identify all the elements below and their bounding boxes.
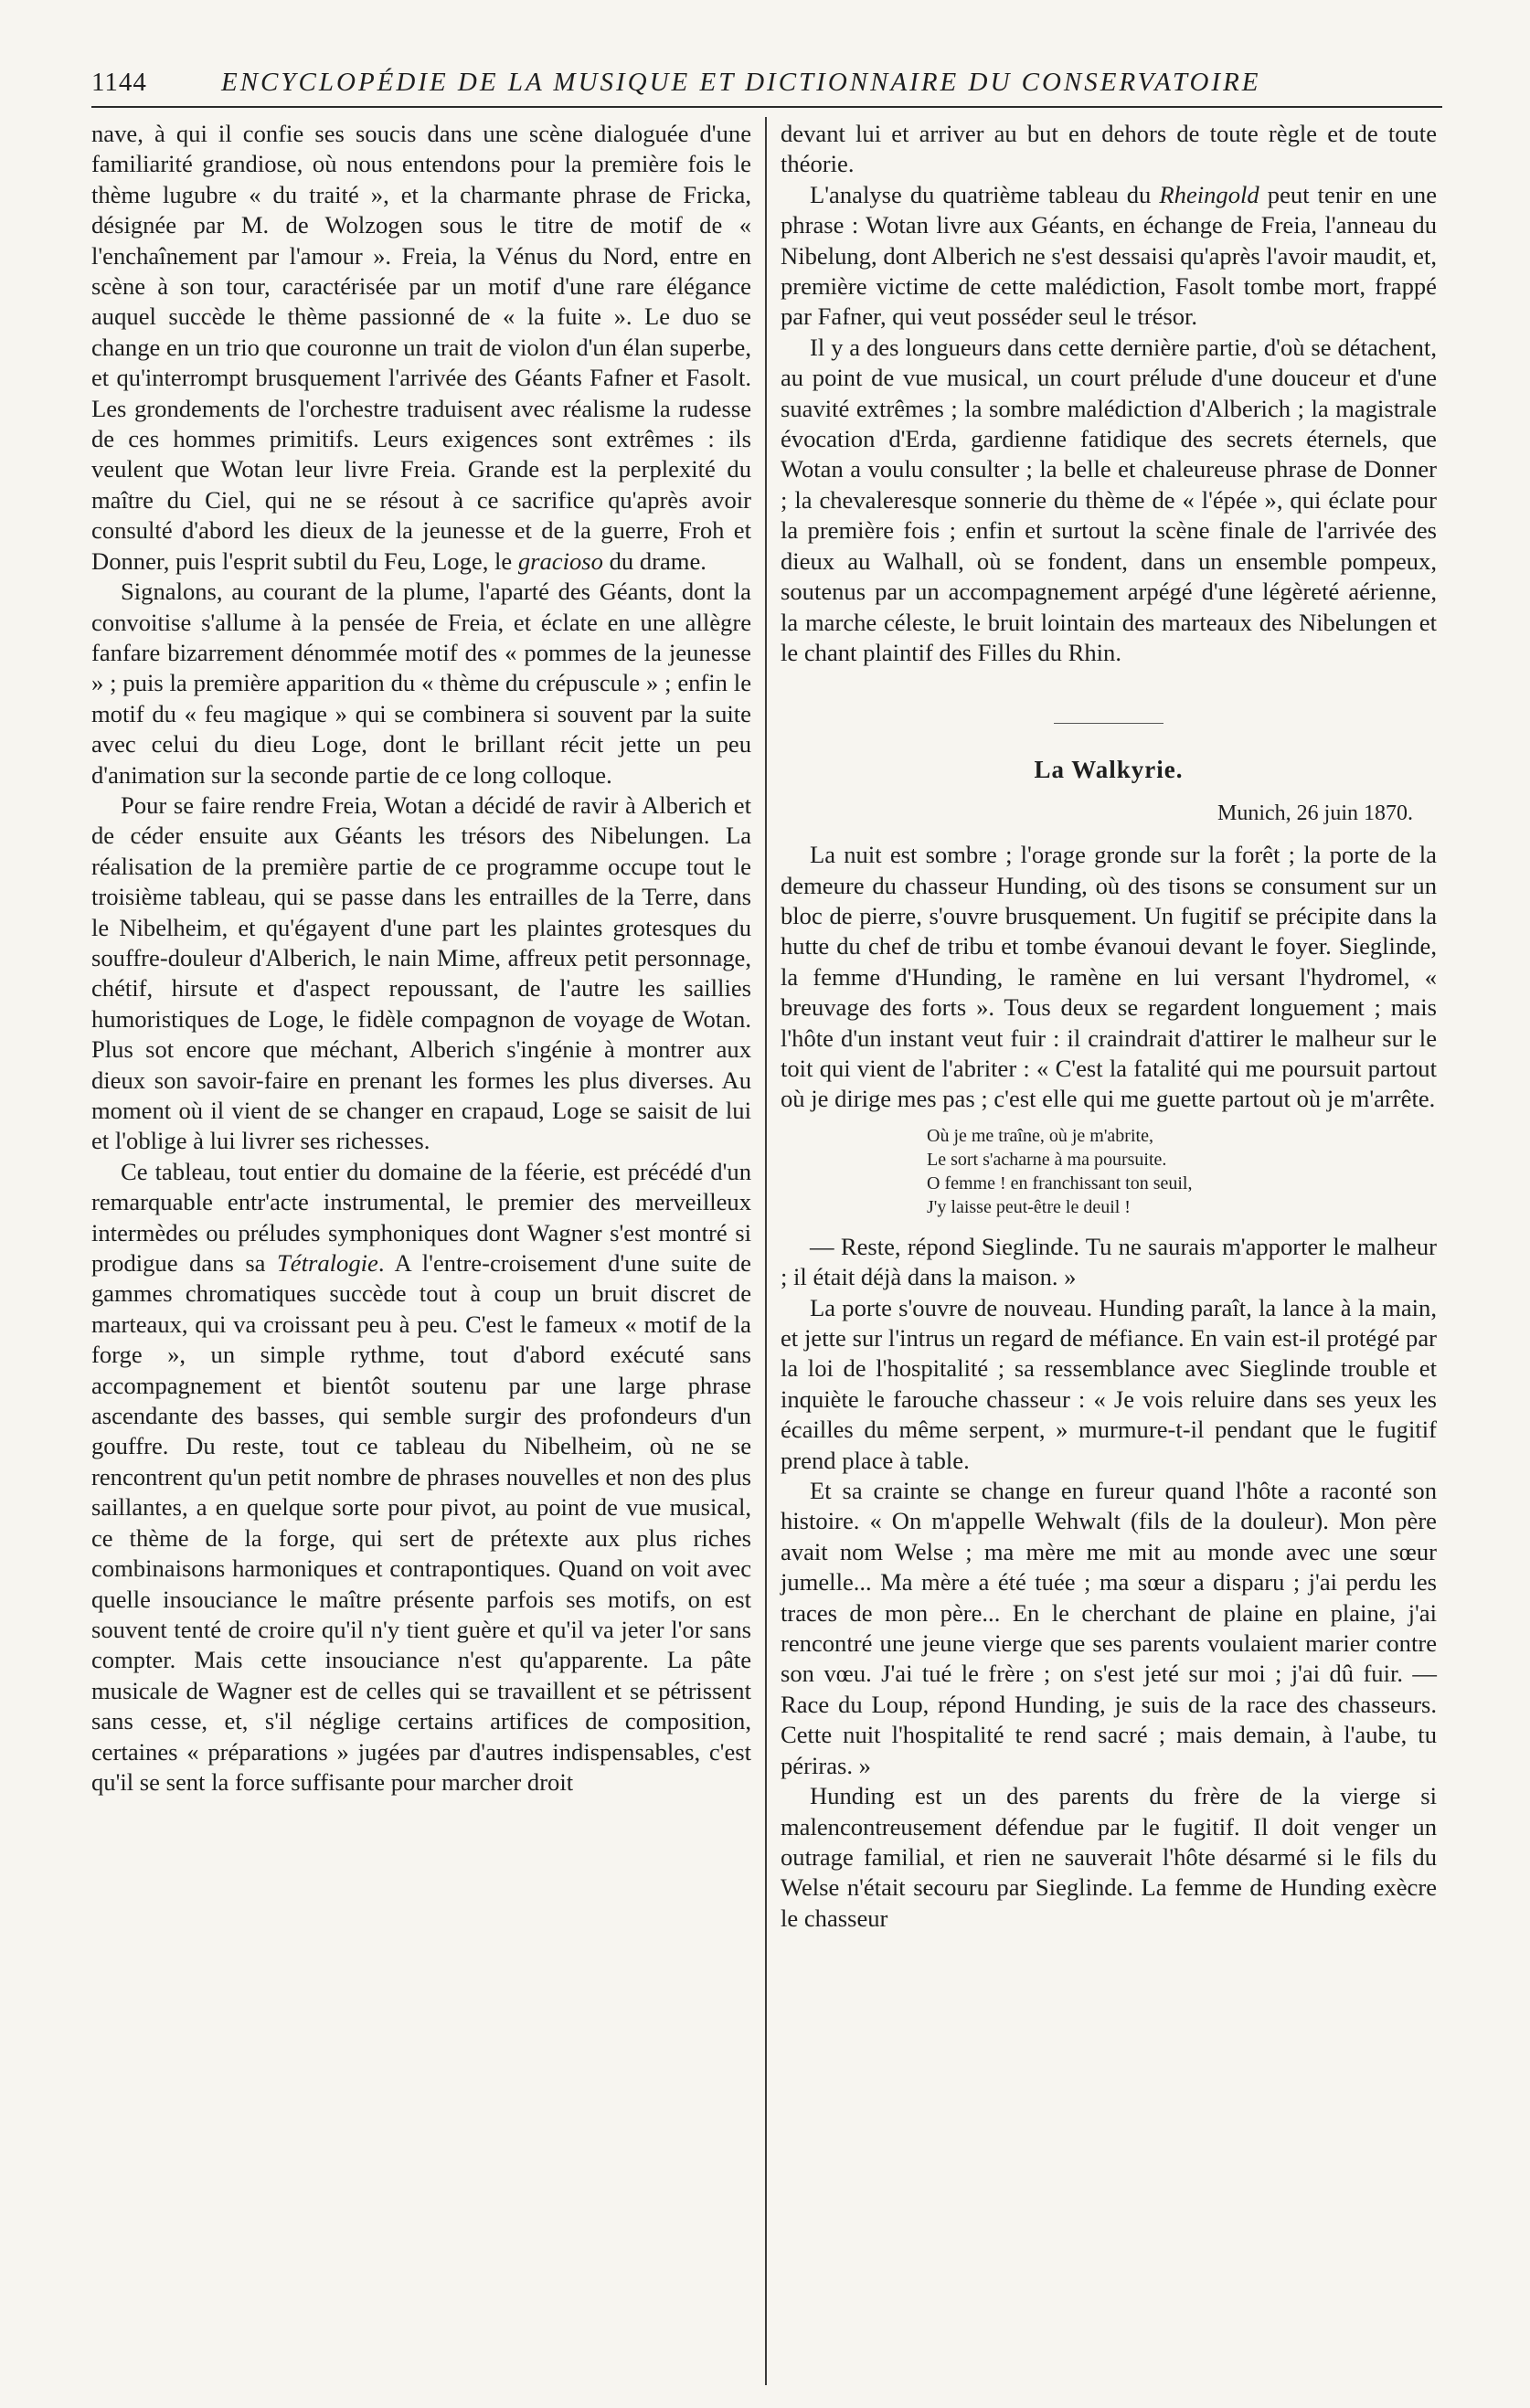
section-rule [1054,723,1163,724]
paragraph: La porte s'ouvre de nouveau. Hunding paraît, la lance à la main, et jette sur l'intrus un regard de méfiance. En vain est-il protégé par la loi de l'hospitalité ; sa ressemblance avec Sieglinde trouble et inquiète le farouche chasseur : « Je vois reluire dans ses yeux les écailles du même serpent, » murmure-t-il pendant que le fugitif prend place à table. [781,1293,1437,1474]
paragraph: Et sa crainte se change en fureur quand l'hôte a raconté son histoire. « On m'appelle Wehwalt (fils de la douleur). Mon père avait nom Welse ; ma mère me mit au monde avec une sœur jumelle... Ma mère a été tuée ; ma sœur a disparu ; j'ai perdu les traces de mon père... En le cherchant de plaine en plaine, j'ai rencontré une jeune vierge que ses parents voulaient marier contre son vœu. J'ai tué le frère ; on s'est jeté sur moi ; j'ai dû fuir. — Race du Loup, répond Hunding, je suis de la race des chasseurs. Cette nuit l'hospitalité te rend sacré ; mais demain, à l'aube, tu périras. » [781,1477,1437,1779]
header-rule [91,106,1442,108]
paragraph: La nuit est sombre ; l'orage gronde sur la forêt ; la porte de la demeure du chasseur Hunding, où des tisons se consument sur un bloc de pierre, s'ouvre brusquement. Un fugitif se précipite dans la hutte du chef de tribu et tombe évanoui devant le foyer. Sieglinde, la femme d'Hunding, le ramène en lui versant l'hydromel, « breuvage des forts ». Tous deux se regardent longuement ; mais l'hôte d'un instant veut fuir : il craindrait d'attirer le malheur sur le toit qui vient de l'abriter : « C'est la fatalité qui me poursuit partout où je dirige mes pas ; c'est elle qui me guette partout où je m'arrête. [781,841,1437,1113]
page-number: 1144 [91,68,147,97]
paragraph-text: L'analyse du quatrième tableau du [810,180,1152,208]
paragraph-text: . A l'entre-croisement d'une suite de gammes chromatiques succède tout à coup un bruit discret de marteaux, qui va croissant peu à peu. C'est le fameux « motif de la forge », un simple rythme, tout d'abord exécuté sans accompagnement et bientôt soutenu par une large phrase ascendante des basses, qui semble surgir des profondeurs d'un gouffre. Du reste, tout ce tableau du Nibelheim, où ne se rencontrent qu'un petit nombre de phrases nouvelles et non des plus saillantes, a en quelque sorte pour pivot, au point de vue musical, ce thème de la forge, qui sert de prétexte aux plus riches combinaisons harmoniques et contrapontiques. Quand on voit avec quelle insouciance le maître présente parfois ses motifs, on est souvent tenté de croire qu'il n'y tient guère et qu'il va jeter l'or sans compter. Mais cette insouciance n'est qu'apparente. La pâte musicale de Wagner est de celles qui se travaillent et se pétrissent sans cesse, et, s'il néglige certains artifices de composition, certaines « préparations » jugées par d'autres indispensables, c'est qu'il se sent la force suffisante pour marcher droit [91,1249,751,1796]
paragraph: devant lui et arriver au but en dehors de toute règle et de toute théorie. [781,120,1437,178]
italic-term: gracioso [517,546,603,575]
verse-line: O femme ! en franchissant ton seuil, [927,1172,1193,1193]
paragraph [91,119,751,577]
section-heading: La Walkyrie. [1034,756,1184,784]
paragraph: Hunding est un des parents du frère de la vierge si malencontreusement défendue par le fugitif. Il doit venger un outrage familial, et rien ne sauverait l'hôte désarmé si le fils du Welse n'était secouru par Sieglinde. La femme de Hunding exècre le chasseur [781,1782,1437,1932]
italic-term: Tétralogie [277,1249,378,1278]
paragraph [781,180,1437,333]
verse-line: Où je me traîne, où je m'abrite, [927,1125,1153,1146]
paragraph: Pour se faire rendre Freia, Wotan a décidé de ravir à Alberich et de céder ensuite aux Géants les trésors des Nibelungen. La réalisation de la première partie de ce programme occupe tout le troisième tableau, qui se passe dans les entrailles de la Terre, dans le Nibelheim, et qu'égayent d'une part les plaintes grotesques du souffre-douleur d'Alberich, le nain Mime, affreux petit personnage, chétif, hirsute et d'aspect repoussant, de l'autre les saillies humoristiques de Loge, le fidèle compagnon de voyage de Wotan. Plus sot encore que méchant, Alberich s'ingénie à montrer aux dieux son savoir-faire en prenant les formes les plus diverses. Au moment où il vient de se changer en crapaud, Loge se saisit de lui et l'oblige à lui livrer ses richesses. [91,790,751,1155]
paragraph-text: du drame. [609,546,707,575]
dateline: Munich, 26 juin 1870. [1217,801,1413,825]
right-column [781,119,1437,1934]
verse-line: J'y laisse peut-être le deuil ! [927,1196,1131,1217]
running-title: ENCYCLOPÉDIE DE LA MUSIQUE ET DICTIONNAIRE DU CONSERVATOIRE [221,68,1261,97]
verse-quote [927,1124,1437,1219]
page-header [91,64,1444,106]
paragraph [91,1157,751,1798]
paragraph: Il y a des longueurs dans cette dernière partie, d'où se détachent, au point de vue musical, un court prélude d'une douceur et d'une suavité extrêmes ; la sombre malédiction d'Alberich ; la magistrale évocation d'Erda, gardienne fatidique des secrets éternels, que Wotan a voulu consulter ; la belle et chaleureuse phrase de Donner ; la chevaleresque sonnerie du thème de « l'épée », qui éclate pour la première fois ; enfin et surtout la scène finale de l'arrivée des dieux au Walhall, où se fondent, dans un ensemble pompeux, soutenus par un accompagnement arpégé d'une légèreté aérienne, la marche céleste, le bruit lointain des marteaux des Nibelungen et le chant plaintif des Filles du Rhin. [781,333,1437,666]
paragraph-text: Ce tableau, tout entier du domaine de la féerie, est précédé d'un remarquable entr'acte instrumental, le premier des merveilleux intermèdes ou préludes symphoniques dont Wagner s'est montré si prodigue dans sa [91,1157,751,1278]
left-column [91,119,751,1798]
paragraph-text: nave, à qui il confie ses soucis dans une scène dialoguée d'une familiarité grandiose, où nous entendons pour la première fois le thème lugubre « du traité », et la charmante phrase de Fricka, désignée par M. de Wolzogen sous le titre de motif de « l'enchaînement par l'amour ». Freia, la Vénus du Nord, entre en scène à son tour, caractérisée par un motif d'une rare élégance auquel succède le thème passionné de « la fuite ». Le duo se change en un trio que couronne un trait de violon d'un élan superbe, et qu'interrompt brusquement l'arrivée des Géants Fafner et Fasolt. Les grondements de l'orchestre traduisent avec réalisme la rudesse de ces hommes primitifs. Leurs exigences sont extrêmes : ils veulent que Wotan leur livre Freia. Grande est la perplexité du maître du Ciel, qui ne se résout à ce sacrifice qu'après avoir consulté d'abord les dieux de la jeunesse et de la guerre, Froh et Donner, puis l'esprit subtil du Feu, Loge, le [91,120,751,575]
paragraph: — Reste, répond Sieglinde. Tu ne saurais m'apporter le malheur ; il était déjà dans la maison. » [781,1232,1437,1291]
column-divider [765,117,767,2385]
paragraph: Signalons, au courant de la plume, l'aparté des Géants, dont la convoitise s'allume à la pensée de Freia, et éclate en une allègre fanfare bizarrement dénommée motif des « pommes de la jeunesse » ; puis la première apparition du « thème du crépuscule » ; enfin le motif du « feu magique » qui se combinera si souvent par la suite avec celui du dieu Loge, dont le brillant récit jette un peu d'animation sur la seconde partie de ce long colloque. [91,578,751,789]
paragraph-text: peut tenir en une phrase : Wotan livre aux Géants, en échange de Freia, l'anneau du Nibelung, dont Alberich ne s'est dessaisi qu'après l'avoir maudit, et, première victime de cette malédiction, Fasolt tombe mort, frappé par Fafner, qui veut posséder seul le trésor. [781,180,1438,331]
verse-line: Le sort s'acharne à ma poursuite. [927,1149,1167,1170]
italic-term: Rheingold [1159,180,1259,208]
